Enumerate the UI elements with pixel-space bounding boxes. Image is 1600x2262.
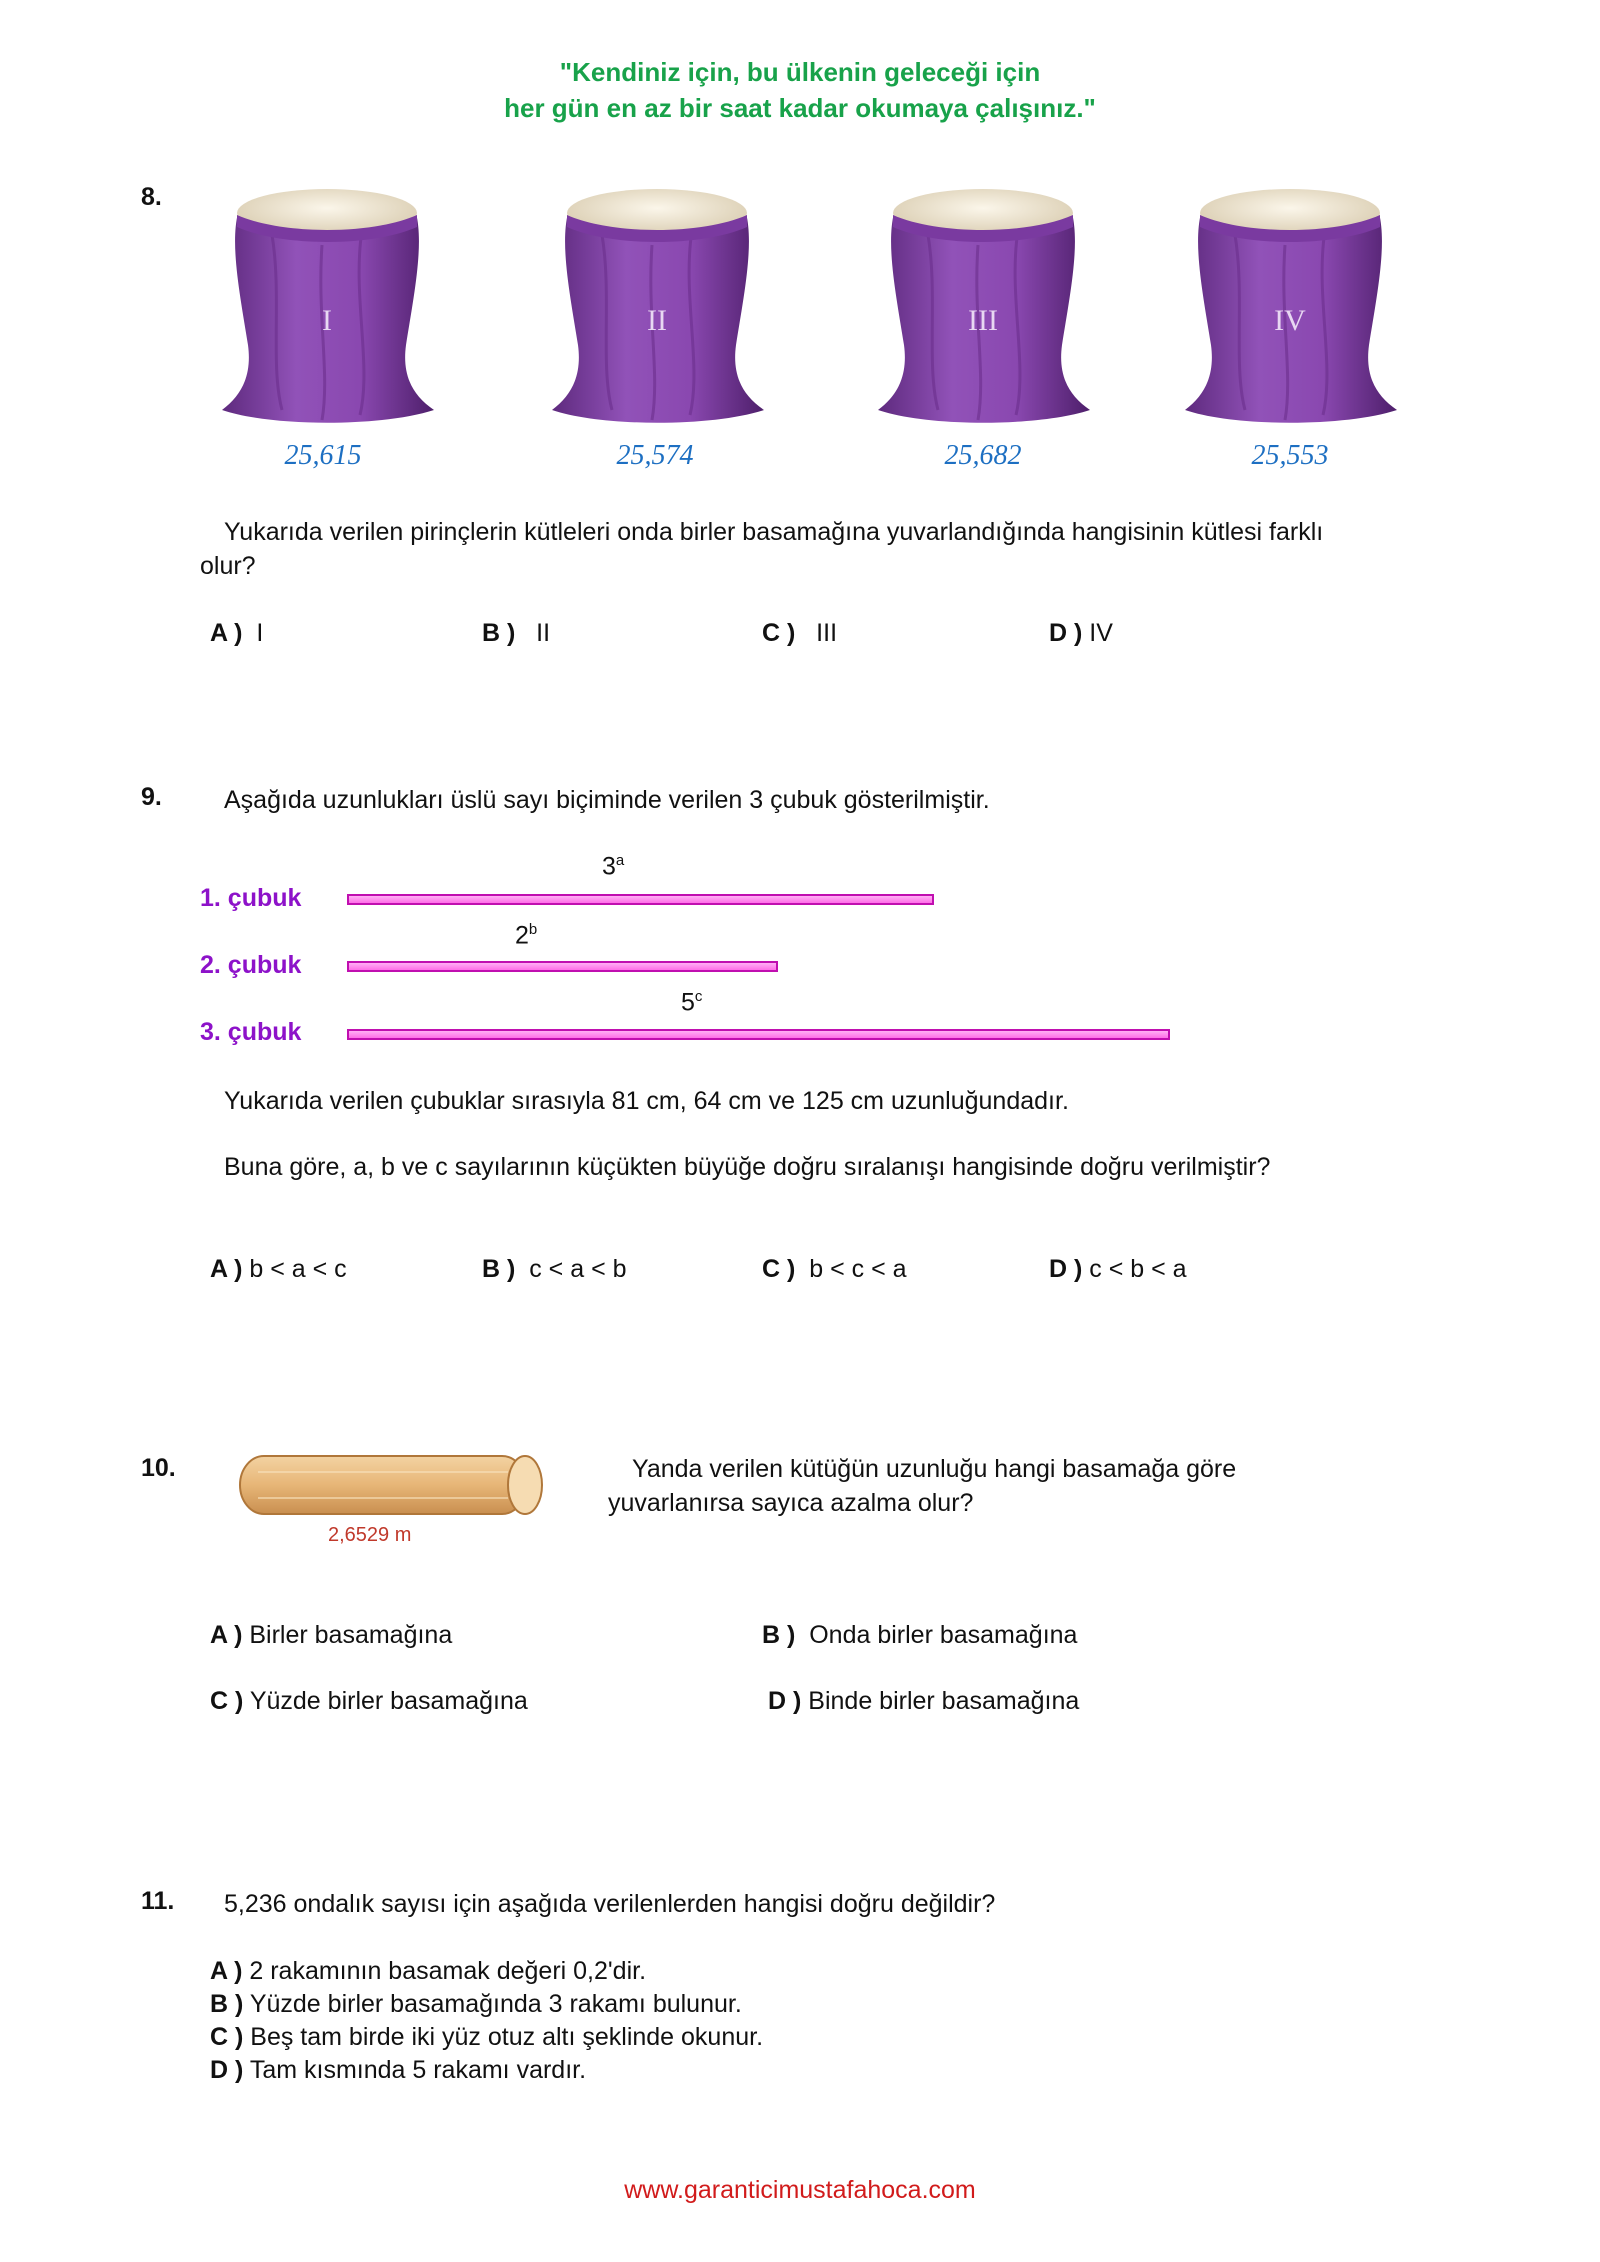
q10-option-b[interactable] — [762, 1618, 1077, 1652]
sack-label-2: II — [647, 304, 667, 337]
rod-1-length-power — [602, 852, 624, 881]
sack-3 — [868, 175, 1098, 440]
option-text: Yüzde birler basamağında 3 rakamı bulunur. — [249, 1990, 742, 2018]
rod-3-length-power — [681, 988, 702, 1017]
question-9-intro: Aşağıda uzunlukları üslü sayı biçiminde verilen 3 çubuk gösterilmiştir. — [224, 786, 990, 814]
sack-mass-1: 25,615 — [284, 440, 362, 471]
power-exponent: b — [528, 921, 538, 938]
question-9-text: Buna göre, a, b ve c sayılarının küçükten büyüğe doğru sıralanışı hangisinde doğru verilmiştir? — [224, 1153, 1271, 1181]
option-letter: D ) — [1049, 619, 1083, 647]
sack-2 — [542, 175, 772, 440]
option-letter: C ) — [762, 1255, 796, 1283]
option-letter: A ) — [210, 1255, 243, 1283]
question-10-text-line-2: yuvarlanırsa sayıca azalma olur? — [608, 1489, 974, 1517]
rod-3 — [347, 1029, 1170, 1040]
question-11-text: 5,236 ondalık sayısı için aşağıda verilenlerden hangisi doğru değildir? — [224, 1890, 996, 1918]
q9-option-b[interactable] — [482, 1252, 627, 1286]
option-text: Onda birler basamağına — [809, 1621, 1078, 1649]
rod-2-length-power — [515, 921, 537, 950]
option-text: b < a < c — [249, 1255, 347, 1283]
option-letter: A ) — [210, 1621, 243, 1649]
q8-option-a[interactable] — [210, 616, 263, 650]
option-letter: A ) — [210, 619, 243, 647]
option-text: b < c < a — [809, 1255, 907, 1283]
rod-1-label: 1. çubuk — [200, 884, 302, 912]
option-text: c < b < a — [1089, 1255, 1187, 1283]
question-9-info: Yukarıda verilen çubuklar sırasıyla 81 cm, 64 cm ve 125 cm uzunluğundadır. — [224, 1087, 1069, 1115]
rod-3-label: 3. çubuk — [200, 1018, 302, 1046]
q11-option-b[interactable] — [210, 1987, 742, 2021]
option-letter: C ) — [762, 619, 796, 647]
option-text: Birler basamağına — [249, 1621, 453, 1649]
power-base: 5 — [681, 988, 695, 1017]
footer-website-link[interactable]: www.garanticimustafahoca.com — [624, 2176, 976, 2204]
option-letter: A ) — [210, 1957, 243, 1985]
option-letter: B ) — [762, 1621, 796, 1649]
option-text: I — [256, 619, 264, 647]
q11-option-d[interactable] — [210, 2053, 586, 2087]
q9-option-a[interactable] — [210, 1252, 347, 1286]
q8-option-d[interactable] — [1049, 616, 1113, 650]
option-letter: C ) — [210, 1687, 244, 1715]
q10-option-a[interactable] — [210, 1618, 452, 1652]
sack-label-3: III — [968, 304, 998, 337]
sack-label-1: I — [322, 304, 332, 337]
q9-option-c[interactable] — [762, 1252, 907, 1286]
option-text: IV — [1089, 619, 1113, 647]
rod-1 — [347, 894, 934, 905]
question-10-text-line-1: Yanda verilen kütüğün uzunluğu hangi basamağa göre — [632, 1455, 1237, 1483]
option-letter: D ) — [768, 1687, 802, 1715]
option-text: c < a < b — [529, 1255, 627, 1283]
question-8-number: 8. — [141, 183, 162, 211]
q11-option-a[interactable] — [210, 1954, 646, 1988]
option-text: III — [816, 619, 838, 647]
q8-option-c[interactable] — [762, 616, 837, 650]
q8-option-b[interactable] — [482, 616, 550, 650]
option-text: 2 rakamının basamak değeri 0,2'dir. — [249, 1957, 647, 1985]
sack-mass-4: 25,553 — [1251, 440, 1329, 471]
q10-option-d[interactable] — [768, 1684, 1079, 1718]
question-8-text-line-2: olur? — [200, 552, 256, 580]
motto — [0, 54, 1600, 126]
sack-mass-3: 25,682 — [944, 440, 1022, 471]
rice-sack-image — [868, 175, 1098, 435]
option-letter: D ) — [1049, 1255, 1083, 1283]
power-exponent: a — [615, 852, 625, 869]
motto-line-2: her gün en az bir saat kadar okumaya çalışınız." — [504, 93, 1096, 123]
question-9-number: 9. — [141, 783, 162, 811]
q11-option-c[interactable] — [210, 2020, 763, 2054]
rod-2-label: 2. çubuk — [200, 951, 302, 979]
option-text: II — [536, 619, 551, 647]
rice-sack-image — [212, 175, 442, 435]
rice-sack-image — [542, 175, 772, 435]
sack-1 — [212, 175, 442, 440]
option-text: Beş tam birde iki yüz otuz altı şeklinde okunur. — [250, 2023, 764, 2051]
sack-4 — [1175, 175, 1405, 440]
option-letter: B ) — [482, 1255, 516, 1283]
motto-line-1: "Kendiniz için, bu ülkenin geleceği için — [559, 57, 1041, 87]
option-text: Binde birler basamağına — [808, 1687, 1080, 1715]
option-letter: B ) — [210, 1990, 244, 2018]
question-8-text-line-1: Yukarıda verilen pirinçlerin kütleleri onda birler basamağına yuvarlandığında hangisinin kütlesi farklı — [224, 518, 1324, 546]
option-text: Yüzde birler basamağına — [249, 1687, 528, 1715]
sack-label-4: IV — [1274, 304, 1306, 337]
log-length-label: 2,6529 m — [328, 1524, 412, 1546]
rod-2 — [347, 961, 778, 972]
sack-mass-2: 25,574 — [616, 440, 694, 471]
power-base: 2 — [515, 921, 529, 950]
rice-sack-image — [1175, 175, 1405, 435]
question-10-number: 10. — [141, 1454, 176, 1482]
q10-option-c[interactable] — [210, 1684, 528, 1718]
power-base: 3 — [602, 852, 616, 881]
log-image — [238, 1450, 558, 1522]
q9-option-d[interactable] — [1049, 1252, 1187, 1286]
option-letter: D ) — [210, 2056, 244, 2084]
question-11-number: 11. — [141, 1887, 175, 1915]
option-text: Tam kısmında 5 rakamı vardır. — [249, 2056, 587, 2084]
power-exponent: c — [694, 988, 703, 1005]
option-letter: B ) — [482, 619, 516, 647]
option-letter: C ) — [210, 2023, 244, 2051]
